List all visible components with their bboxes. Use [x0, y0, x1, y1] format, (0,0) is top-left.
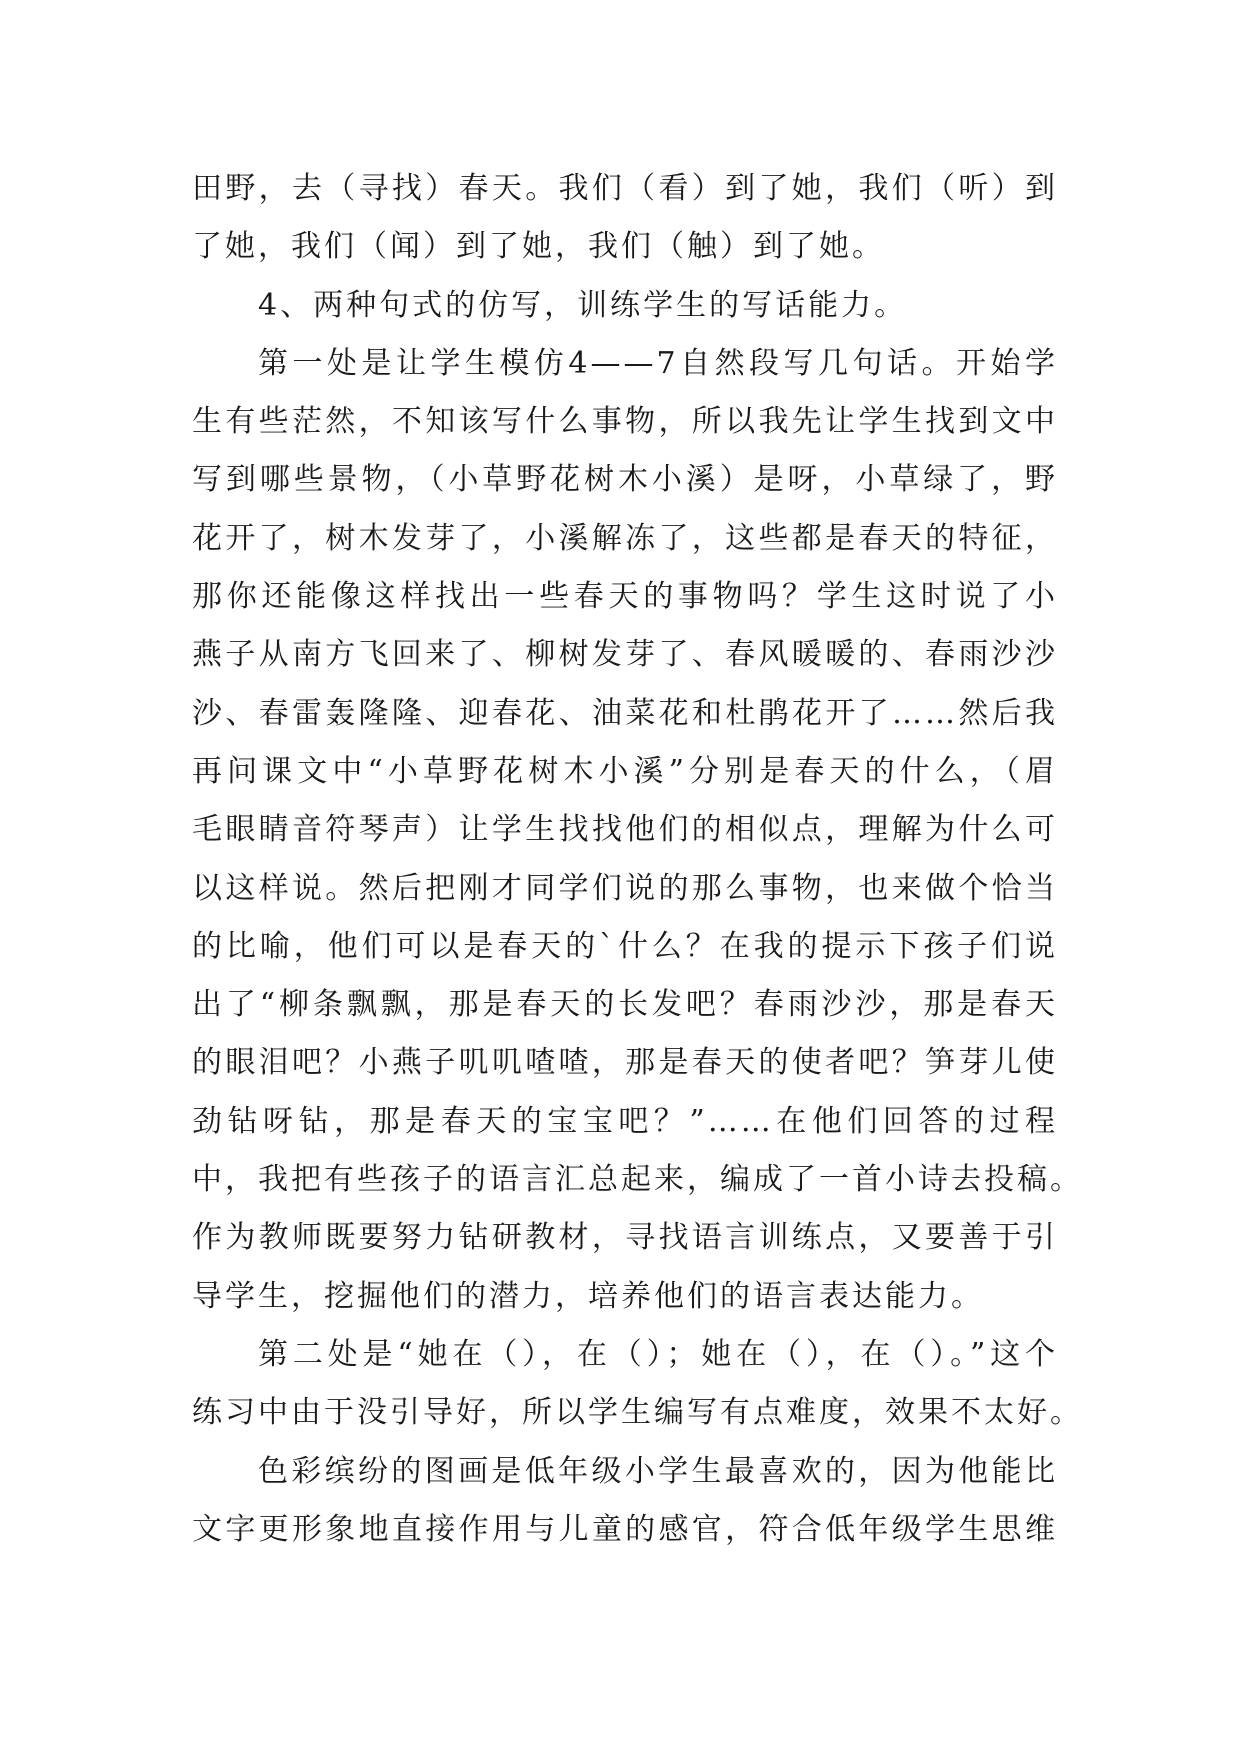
text-line: 出了“柳条飘飘，那是春天的长发吧？春雨沙沙，那是春天	[192, 987, 1058, 1023]
text-line: 色彩缤纷的图画是低年级小学生最喜欢的，因为他能比	[258, 1453, 1058, 1489]
text-line: 导学生，挖掘他们的潜力，培养他们的语言表达能力。	[192, 1278, 984, 1314]
text-line: 中，我把有些孩子的语言汇总起来，编成了一首小诗去投稿。	[192, 1162, 1083, 1198]
text-line: 那你还能像这样找出一些春天的事物吗？学生这时说了小	[192, 579, 1058, 615]
text-line: 写到哪些景物，（小草野花树木小溪）是呀，小草绿了，野	[192, 462, 1058, 498]
text-line: 毛眼睛音符琴声）让学生找找他们的相似点，理解为什么可	[192, 812, 1058, 848]
text-line: 劲钻呀钻，那是春天的宝宝吧？”……在他们回答的过程	[192, 1103, 1058, 1139]
text-line: 第一处是让学生模仿4——7自然段写几句话。开始学	[258, 345, 1058, 381]
text-line: 了她，我们（闻）到了她，我们（触）到了她。	[192, 229, 885, 265]
text-line: 的比喻，他们可以是春天的`什么？在我的提示下孩子们说	[192, 928, 1058, 964]
text-line: 以这样说。然后把刚才同学们说的那么事物，也来做个恰当	[192, 870, 1058, 906]
text-line: 第二处是“她在（），在（）；她在（），在（）。”这个	[258, 1336, 1058, 1372]
text-line: 燕子从南方飞回来了、柳树发芽了、春风暖暖的、春雨沙沙	[192, 637, 1058, 673]
text-line: 4、两种句式的仿写，训练学生的写话能力。	[258, 287, 908, 323]
text-line: 文字更形象地直接作用与儿童的感官，符合低年级学生思维	[192, 1511, 1058, 1547]
text-line: 田野，去（寻找）春天。我们（看）到了她，我们（听）到	[192, 171, 1058, 206]
text-line: 生有些茫然，不知该写什么事物，所以我先让学生找到文中	[192, 404, 1058, 440]
text-line: 的眼泪吧？小燕子叽叽喳喳，那是春天的使者吧？笋芽儿使	[192, 1045, 1058, 1081]
text-line: 再问课文中“小草野花树木小溪”分别是春天的什么，（眉	[192, 753, 1058, 789]
text-line: 练习中由于没引导好，所以学生编写有点难度，效果不太好。	[192, 1395, 1083, 1431]
body-text	[192, 160, 1083, 1559]
text-line: 沙、春雷轰隆隆、迎春花、油菜花和杜鹃花开了……然后我	[192, 695, 1058, 731]
text-line: 作为教师既要努力钻研教材，寻找语言训练点，又要善于引	[192, 1220, 1058, 1256]
text-line: 花开了，树木发芽了，小溪解冻了，这些都是春天的特征，	[192, 520, 1058, 556]
